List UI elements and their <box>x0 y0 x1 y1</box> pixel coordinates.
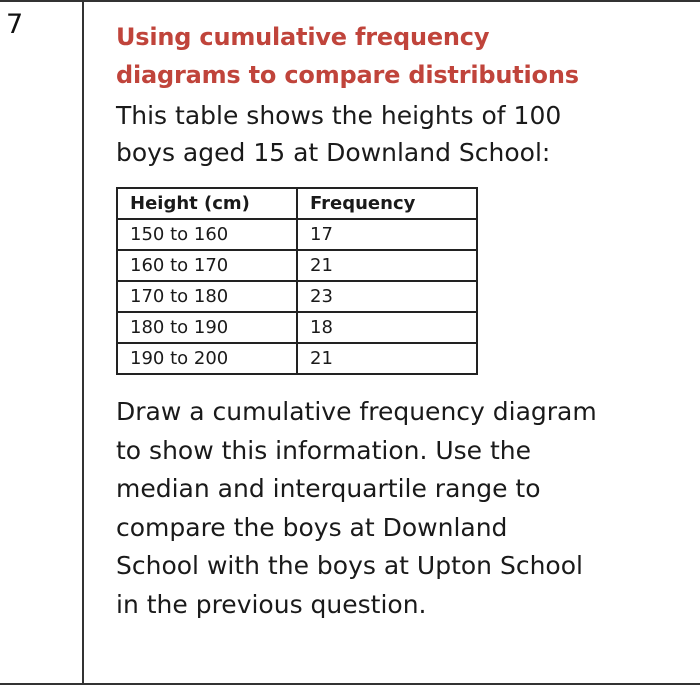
table-row <box>117 312 477 343</box>
intro-line: boys aged 15 at Downland School: <box>116 138 551 167</box>
task-line: in the previous question. <box>116 589 427 619</box>
task-text <box>116 393 676 624</box>
height-cell: 180 to 190 <box>117 312 297 343</box>
header-frequency: Frequency <box>297 188 477 219</box>
height-cell: 170 to 180 <box>117 281 297 312</box>
height-cell: 160 to 170 <box>117 250 297 281</box>
header-height: Height (cm) <box>117 188 297 219</box>
table-row <box>117 219 477 250</box>
frequency-table <box>116 187 478 375</box>
height-cell: 190 to 200 <box>117 343 297 374</box>
intro-text <box>116 97 676 171</box>
table-row <box>117 343 477 374</box>
question-title <box>116 18 676 94</box>
task-line: median and interquartile range to <box>116 474 541 503</box>
task-line: School with the boys at Upton School <box>116 551 583 580</box>
title-line: diagrams to compare distributions <box>116 61 579 89</box>
frequency-cell: 21 <box>297 250 477 281</box>
task-line: compare the boys at Downland <box>116 512 508 542</box>
frequency-cell: 21 <box>297 343 477 374</box>
title-line: Using cumulative frequency <box>116 23 490 51</box>
intro-line: This table shows the heights of 100 <box>116 101 562 130</box>
table-row <box>117 250 477 281</box>
question-content <box>116 18 676 624</box>
table-header-row <box>117 188 477 219</box>
frequency-cell: 23 <box>297 281 477 312</box>
question-number: 7 <box>6 9 24 40</box>
frequency-cell: 18 <box>297 312 477 343</box>
task-line: to show this information. Use the <box>116 435 532 465</box>
column-divider <box>82 0 84 685</box>
task-line: Draw a cumulative frequency diagram <box>116 397 597 426</box>
height-cell: 150 to 160 <box>117 219 297 250</box>
table-row <box>117 281 477 312</box>
frequency-cell: 17 <box>297 219 477 250</box>
